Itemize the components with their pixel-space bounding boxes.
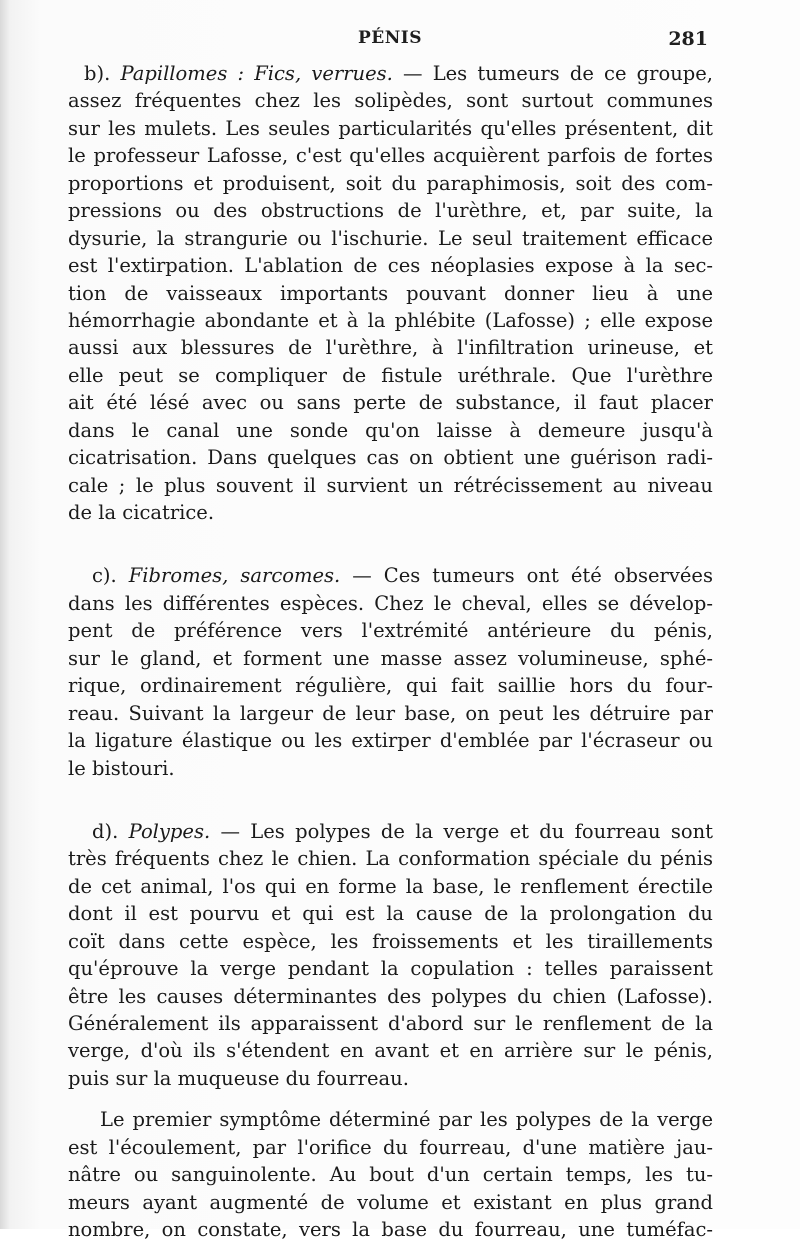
text-line: aussi aux blessures de l'urèthre, à l'infiltration urineuse, et (68, 336, 713, 360)
paragraph-gap (68, 1092, 713, 1106)
paragraph-first-line (68, 818, 713, 845)
text-line: nombre, on constate, vers la base du fourreau, une tuméfac- (68, 1218, 713, 1242)
text-line: Le premier symptôme déterminé par les polypes de la verge (100, 1108, 713, 1132)
section-label: d). (92, 819, 119, 843)
text-line: de la cicatrice. (68, 501, 215, 524)
text-line: Généralement ils apparaissent d'abord sur le renflement de la (68, 1012, 713, 1035)
paragraph-first-line (68, 562, 713, 589)
text-line: être les causes déterminantes des polypes du chien (Lafosse). (68, 984, 713, 1008)
section-heading: Fibromes, sarcomes. (128, 564, 341, 588)
running-head (0, 28, 800, 58)
text-line: sur le gland, et forment une masse assez volumineuse, sphé- (68, 646, 713, 670)
text-line: dysurie, la strangurie ou l'ischurie. Le seul traitement efficace (68, 226, 713, 250)
section-gap (68, 526, 713, 562)
text-line: nâtre ou sanguinolente. Au bout d'un certain temps, les tu- (68, 1163, 713, 1187)
text-line: assez fréquentes chez les solipèdes, sont surtout communes (68, 89, 713, 113)
text-line: de cet animal, l'os qui en forme la base, le renflement érectile (68, 874, 713, 898)
section-heading: Polypes. (128, 819, 211, 843)
text-line: très fréquents chez le chien. La conformation spéciale du pénis (68, 847, 713, 871)
section-label: c). (92, 564, 117, 588)
paragraph-symptoms (68, 1106, 713, 1243)
text-line: qu'éprouve la verge pendant la copulation : telles paraissent (68, 957, 713, 981)
section-b (68, 60, 713, 526)
running-title: PÉNIS (358, 28, 423, 48)
text-line: proportions et produisent, soit du paraphimosis, soit des com- (68, 171, 713, 195)
text-line: — Ces tumeurs ont été observées (352, 564, 713, 588)
text-line: la ligature élastique ou les extirper d'emblée par l'écraseur ou (68, 729, 713, 753)
text-line: dans les différentes espèces. Chez le cheval, elles se dévelop- (68, 591, 713, 615)
section-c (68, 562, 713, 782)
text-line: — Les polypes de la verge et du fourreau sont (220, 819, 713, 843)
text-line: coït dans cette espèce, les froissements et les tiraillements (68, 929, 713, 953)
text-line: meurs ayant augmenté de volume et existant en plus grand (68, 1190, 713, 1214)
text-line: rique, ordinairement régulière, qui fait saillie hors du four- (68, 674, 713, 698)
text-line: pressions ou des obstructions de l'urèthre, et, par suite, la (68, 199, 713, 223)
text-line: verge, d'où ils s'étendent en avant et en arrière sur le pénis, (68, 1039, 713, 1063)
text-line: dans le canal une sonde qu'on laisse à demeure jusqu'à (68, 418, 713, 442)
paragraph-first-line (68, 60, 713, 87)
text-line: — Les tumeurs de ce groupe, (403, 62, 714, 85)
body-text (68, 60, 713, 1244)
section-heading: Papillomes : Fics, verrues. (120, 62, 393, 85)
section-gap (68, 782, 713, 818)
text-line: ait été lésé avec ou sans perte de substance, il faut placer (68, 391, 713, 415)
text-line: reau. Suivant la largeur de leur base, on peut les détruire par (68, 701, 713, 725)
text-line: le bistouri. (68, 756, 175, 780)
text-line: tion de vaisseaux importants pouvant donner lieu à une (68, 281, 713, 305)
text-line: le professeur Lafosse, c'est qu'elles acquièrent parfois de fortes (68, 144, 713, 168)
section-label: b). (84, 62, 111, 85)
section-d (68, 818, 713, 1092)
text-line: sur les mulets. Les seules particularités qu'elles présentent, dit (68, 116, 713, 140)
text-line: hémorrhagie abondante et à la phlébite (Lafosse) ; elle expose (68, 308, 713, 332)
text-line: pent de préférence vers l'extrémité antérieure du pénis, (68, 619, 713, 643)
page-number: 281 (668, 28, 708, 50)
text-line: puis sur la muqueuse du fourreau. (68, 1066, 409, 1090)
text-line: est l'écoulement, par l'orifice du fourreau, d'une matière jau- (68, 1135, 713, 1159)
text-line: cale ; le plus souvent il survient un rétrécissement au niveau (68, 473, 713, 497)
text-line: elle peut se compliquer de fistule uréthrale. Que l'urèthre (68, 363, 713, 387)
text-line: dont il est pourvu et qui est la cause de la prolongation du (68, 902, 713, 926)
text-line: est l'extirpation. L'ablation de ces néoplasies expose à la sec- (68, 254, 713, 278)
text-line: cicatrisation. Dans quelques cas on obtient une guérison radi- (68, 446, 713, 470)
